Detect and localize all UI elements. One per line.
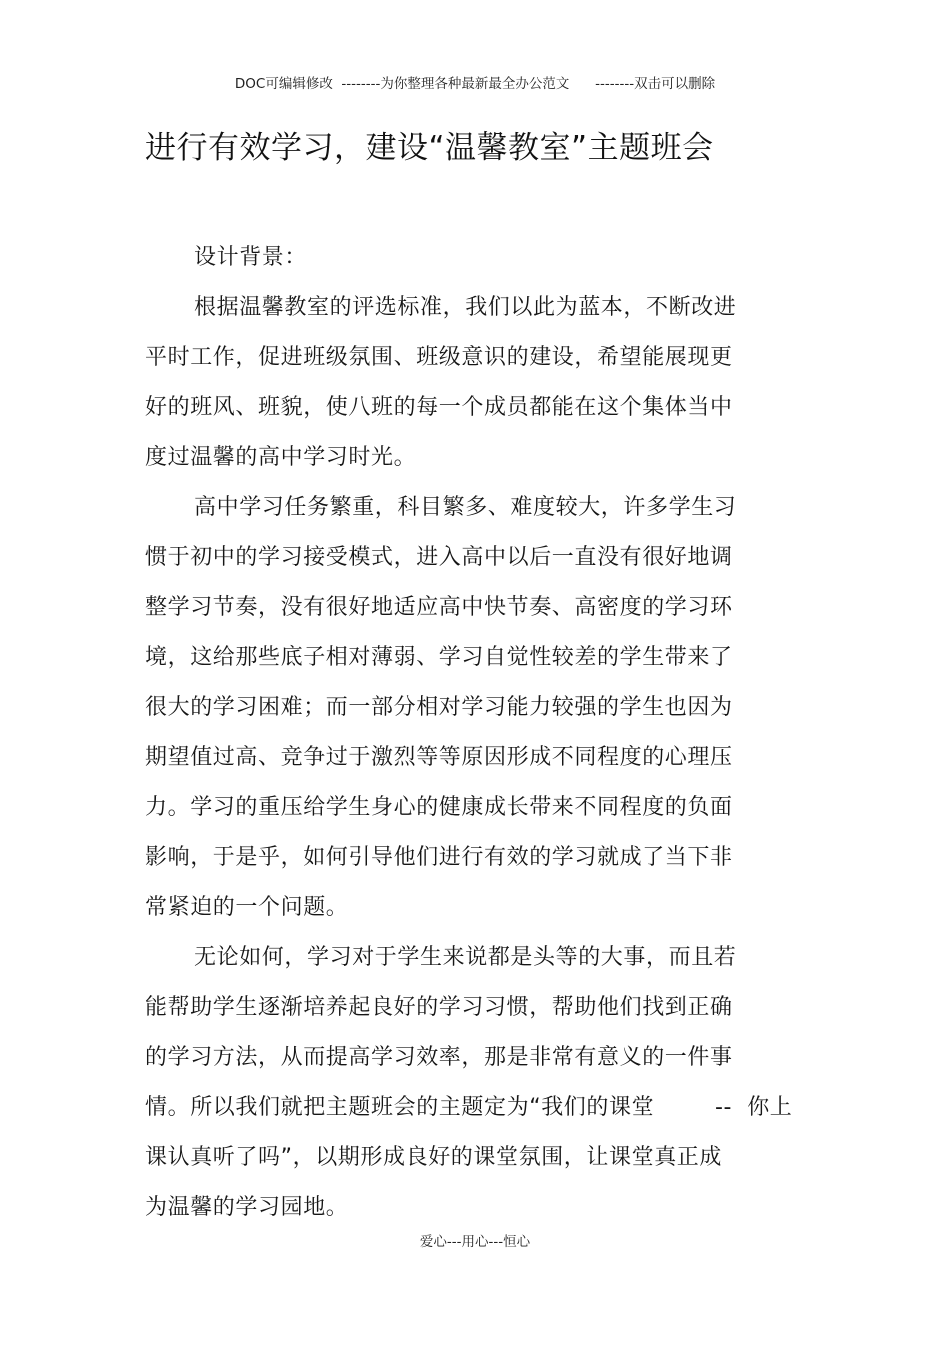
- paragraph-1-line-1: 根据温馨教室的评选标准，我们以此为蓝本，不断改进: [194, 295, 737, 320]
- paragraph-2-line-4: 境，这给那些底子相对薄弱、学习自觉性较差的学生带来了: [145, 645, 733, 670]
- paragraph-3-line-4: 情。所以我们就把主题班会的主题定为“我们的课堂 -- 你上: [145, 1095, 793, 1120]
- paragraph-3-line-5: 课认真听了吗”，以期形成良好的课堂氛围，让课堂真正成: [145, 1145, 722, 1170]
- paragraph-3-line-6: 为温馨的学习园地。: [145, 1195, 349, 1220]
- paragraph-2-line-3: 整学习节奏，没有很好地适应高中快节奏、高密度的学习环: [145, 595, 733, 620]
- paragraph-2-line-8: 影响，于是乎，如何引导他们进行有效的学习就成了当下非: [145, 845, 733, 870]
- section-label: 设计背景：: [194, 245, 308, 270]
- paragraph-2-line-5: 很大的学习困难；而一部分相对学习能力较强的学生也因为: [145, 695, 733, 720]
- paragraph-2-line-6: 期望值过高、竞争过于激烈等等原因形成不同程度的心理压: [145, 745, 733, 770]
- paragraph-2-line-7: 力。学习的重压给学生身心的健康成长带来不同程度的负面: [145, 795, 733, 820]
- paragraph-1-line-3: 好的班风、班貌，使八班的每一个成员都能在这个集体当中: [145, 395, 733, 420]
- paragraph-1-line-4: 度过温馨的高中学习时光。: [145, 445, 417, 470]
- document-title: 进行有效学习，建设“温馨教室”主题班会: [145, 130, 714, 166]
- paragraph-3-line-2: 能帮助学生逐渐培养起良好的学习习惯，帮助他们找到正确: [145, 995, 733, 1020]
- paragraph-3-line-3: 的学习方法，从而提高学习效率，那是非常有意义的一件事: [145, 1045, 733, 1070]
- paragraph-1-line-2: 平时工作，促进班级氛围、班级意识的建设，希望能展现更: [145, 345, 733, 370]
- paragraph-2-line-9: 常紧迫的一个问题。: [145, 895, 349, 920]
- page-header: DOC可编辑修改 --------为你整理各种最新最全办公范文 --------双击可以删除: [234, 76, 716, 92]
- paragraph-2-line-1: 高中学习任务繁重，科目繁多、难度较大，许多学生习: [194, 495, 737, 520]
- paragraph-3-line-1: 无论如何，学习对于学生来说都是头等的大事，而且若: [194, 945, 737, 970]
- paragraph-2-line-2: 惯于初中的学习接受模式，进入高中以后一直没有很好地调: [145, 545, 733, 570]
- page-footer: 爱心---用心---恒心: [419, 1234, 531, 1250]
